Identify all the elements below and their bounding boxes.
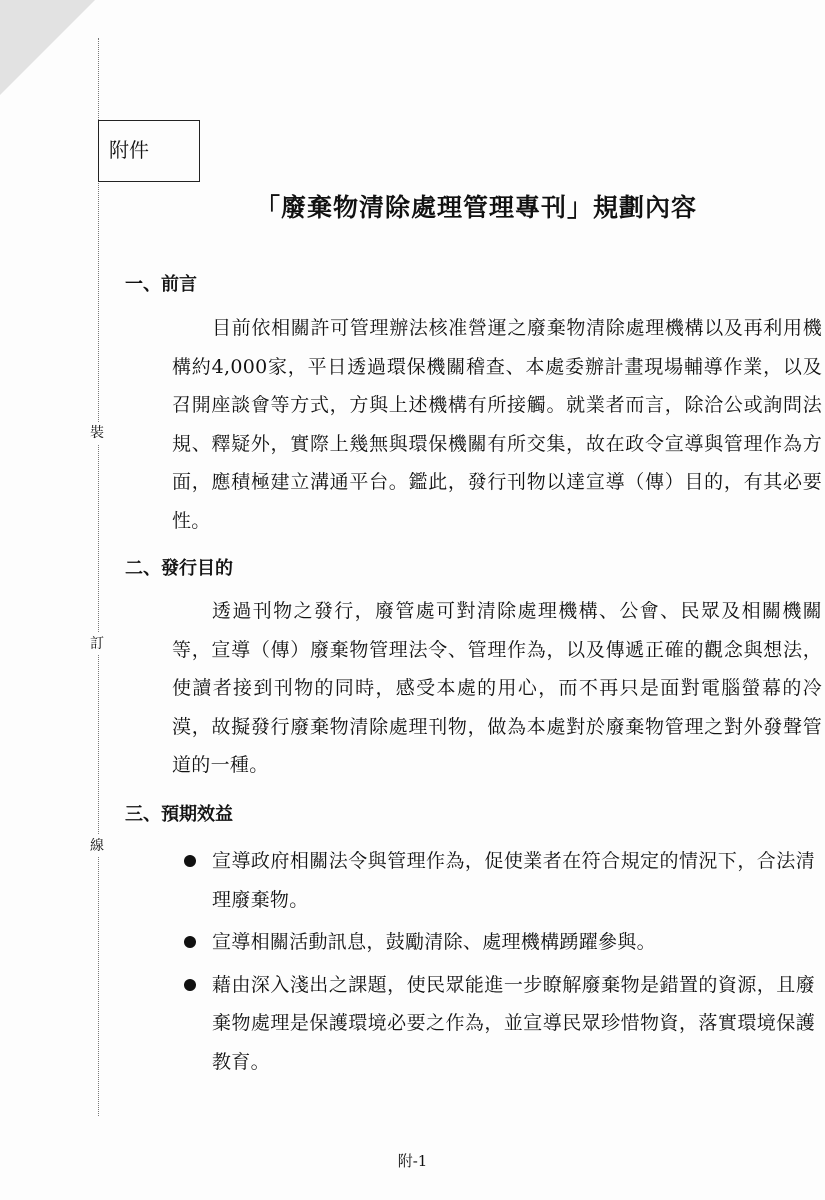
section-heading-preface: 一、前言 <box>125 274 197 295</box>
section-heading-purpose: 二、發行目的 <box>125 558 233 579</box>
list-item-text: 宣導政府相關法令與管理作為，促使業者在符合規定的情況下，合法清理廢棄物。 <box>212 850 815 911</box>
folded-corner-shadow <box>0 0 95 95</box>
binding-char-zhuang: 裝 <box>90 422 104 444</box>
annex-label: 附件 <box>98 120 200 182</box>
binding-char-ding: 訂 <box>90 633 104 655</box>
list-item <box>190 842 815 919</box>
bullet-dot-icon <box>184 936 196 948</box>
list-item <box>190 966 815 1082</box>
binding-margin-line <box>98 38 99 1116</box>
section-body-preface: 目前依相關許可管理辦法核准營運之廢棄物清除處理機構以及再利用機構約4,000家，平日透過環保機關稽查、本處委辦計畫現場輔導作業，以及召開座談會等方式，方與上述機構有所接觸。就業者而言，除洽公或詢問法規、釋疑外，實際上幾無與環保機關有所交集，故在政令宣導與管理作為方面，應積極建立溝通平台。鑑此，發行刊物以達宣導（傳）目的，有其必要性。 <box>172 317 822 532</box>
list-item <box>190 923 815 962</box>
section-body-purpose: 透過刊物之發行，廢管處可對清除處理機構、公會、民眾及相關機關等，宣導（傳）廢棄物管理法令、管理作為，以及傳遞正確的觀念與想法，使讀者接到刊物的同時，感受本處的用心，而不再只是面對電腦螢幕的冷漠，故擬發行廢棄物清除處理刊物，做為本處對於廢棄物管理之對外發聲管道的一種。 <box>172 600 822 776</box>
bullet-dot-icon <box>184 855 196 867</box>
bullet-dot-icon <box>184 979 196 991</box>
benefits-list <box>190 842 815 1085</box>
document-title: 「廢棄物清除處理管理專刊」規劃內容 <box>255 193 698 222</box>
page-number: 附-1 <box>397 1152 428 1170</box>
list-item-text: 宣導相關活動訊息，鼓勵清除、處理機構踴躍參與。 <box>212 931 656 953</box>
section-heading-benefits: 三、預期效益 <box>125 804 233 825</box>
binding-char-xian: 線 <box>90 835 104 857</box>
list-item-text: 藉由深入淺出之課題，使民眾能進一步瞭解廢棄物是錯置的資源，且廢棄物處理是保護環境必要之作為，並宣導民眾珍惜物資，落實環境保護教育。 <box>212 973 815 1073</box>
